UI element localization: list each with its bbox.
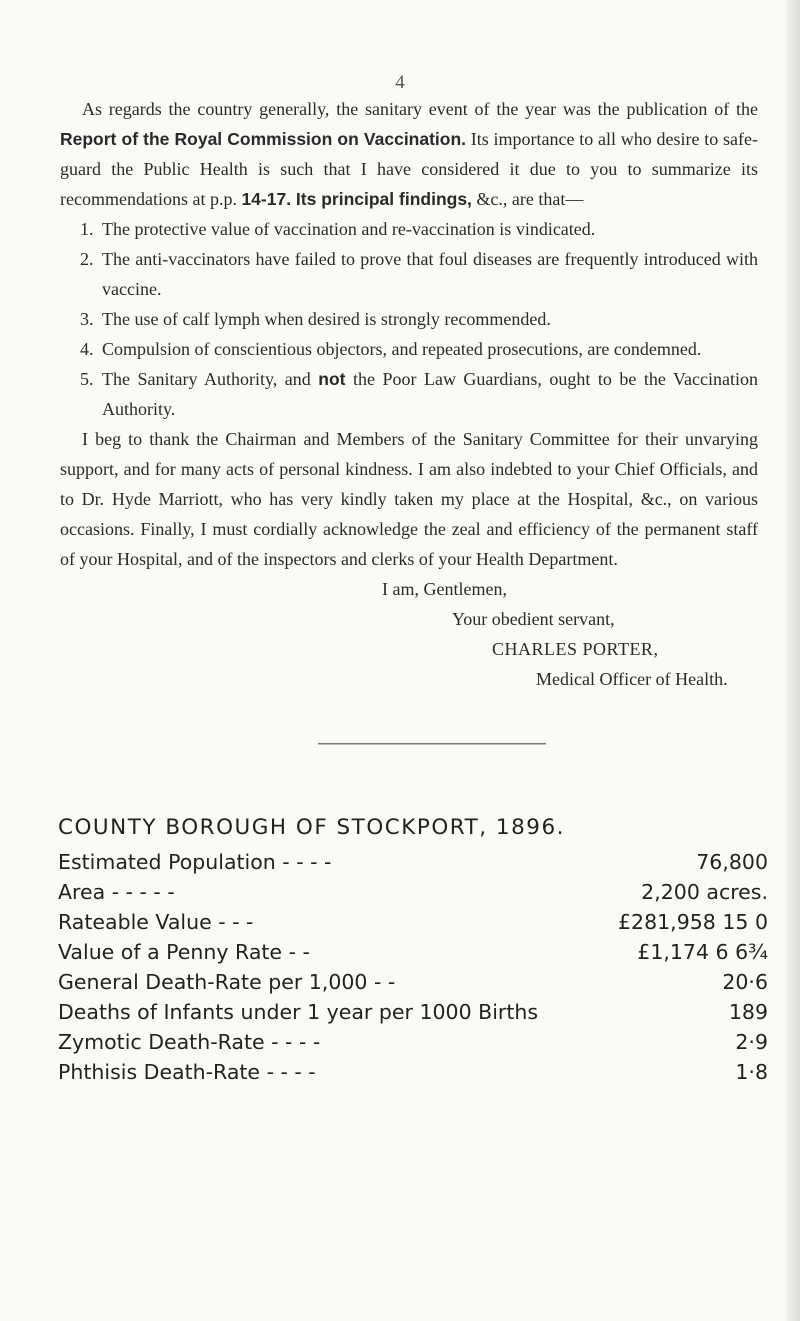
stat-row [58,880,768,910]
stat-value: 20·6 [722,970,768,994]
stat-row [58,970,768,1000]
finding-text: the Poor Law Guardians, ought to be the Vaccination Authority. [102,369,758,419]
section-divider [318,743,546,745]
finding-number: 2. [80,249,94,269]
intro-text-2: Its importance to all who desire to safe-guard the Public Health is such that I have considered it due to you to summarize its recommendations at p.p. [60,129,758,209]
signature-title: Medical Officer of Health. [536,669,728,689]
finding-item [60,334,758,364]
finding-text: Compulsion of conscientious objectors, and repeated prosecutions, are condemned. [102,339,702,359]
finding-text: The anti-vaccinators have failed to prove that foul diseases are frequently introduced with vaccine. [102,249,758,299]
finding-emphasis-not: not [318,369,346,389]
stat-label: Area - - - - - [58,880,175,904]
finding-number: 1. [80,219,94,239]
letter-body [60,94,758,694]
signature-name: CHARLES PORTER, [492,639,659,659]
page-number: 4 [395,72,405,93]
finding-number: 5. [80,369,94,389]
finding-item [60,304,758,334]
finding-item [60,244,758,304]
salutation: I am, Gentlemen, [382,579,507,599]
intro-text-3: &c., are that— [471,189,584,209]
findings-list [60,214,758,424]
stat-label: Rateable Value - - - [58,910,254,934]
stat-value: 2,200 acres. [641,880,768,904]
stat-value: £1,174 6 6¾ [637,940,768,964]
stat-value: 2·9 [735,1030,768,1054]
finding-text: The Sanitary Authority, and [102,369,319,389]
stat-label: Zymotic Death-Rate - - - - [58,1030,321,1054]
stat-value: 189 [728,1000,768,1024]
stat-row [58,1060,768,1090]
letter-closing [60,574,758,694]
stat-value: 76,800 [696,850,768,874]
finding-item [60,364,758,424]
page-edge-shadow [786,0,800,1321]
finding-item [60,214,758,244]
stat-label: Phthisis Death-Rate - - - - [58,1060,316,1084]
stat-label: Value of a Penny Rate - - [58,940,310,964]
stat-label: Estimated Population - - - - [58,850,332,874]
finding-text: The protective value of vaccination and re-vaccination is vindicated. [102,219,596,239]
stat-value: £281,958 15 0 [618,910,768,934]
finding-number: 4. [80,339,94,359]
stat-row [58,910,768,940]
stat-value: 1·8 [735,1060,768,1084]
statistics-title: COUNTY BOROUGH OF STOCKPORT, 1896. [58,815,565,840]
stat-label: Deaths of Infants under 1 year per 1000 Births [58,1000,539,1024]
stat-row [58,850,768,880]
finding-text: The use of calf lymph when desired is strongly recommended. [102,309,551,329]
borough-statistics [58,815,768,1090]
valediction: Your obedient servant, [452,609,615,629]
stat-row [58,940,768,970]
stat-row [58,1030,768,1060]
intro-paragraph [60,94,758,214]
thanks-paragraph: I beg to thank the Chairman and Members of the Sanitary Committee for their unvarying support, and for many acts of personal kindness. I am also indebted to your Chief Officials, and to Dr. Hyde Marriott, who has very kindly taken my place at the Hospital, &c., on various occasions. Finally, I must cordially acknowledge the zeal and efficiency of the permanent staff of your Hospital, and of the inspectors and clerks of your Health Department. [60,429,758,569]
intro-text-1: As regards the country generally, the sanitary event of the year was the publication of the [82,99,758,119]
stat-label: General Death-Rate per 1,000 - - [58,970,396,994]
principal-findings-ref: 14-17. Its principal findings, [241,189,472,209]
commission-report-title: Report of the Royal Commission on Vaccination. [60,129,467,149]
finding-number: 3. [80,309,94,329]
stat-row [58,1000,768,1030]
